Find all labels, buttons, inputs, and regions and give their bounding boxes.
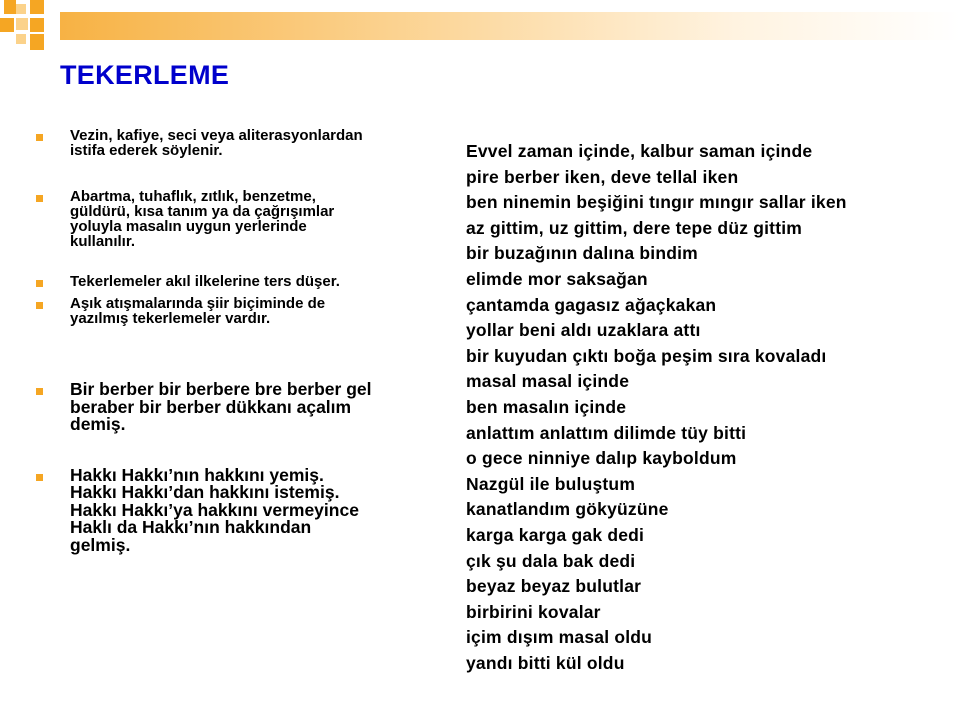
bullet-text: Hakkı Hakkı’nın hakkını yemiş. Hakkı Hakkı’dan hakkını istemiş. Hakkı Hakkı’ya hakkını vermeyince Haklı da Hakkı’nın hakkından gelmiş.: [70, 464, 359, 555]
corner-square-decoration: [4, 0, 16, 14]
bullet-item: [36, 128, 446, 158]
poem-line: beyaz beyaz bulutlar: [466, 576, 642, 597]
poem-line: Nazgül ile buluştum: [466, 473, 636, 494]
bullet-text: Tekerlemeler akıl ilkelerine ters düşer.: [70, 273, 340, 290]
slide-title: TEKERLEME: [60, 60, 230, 90]
corner-square-decoration: [30, 18, 44, 32]
bullet-text: Vezin, kafiye, seci veya aliterasyonlardan istifa ederek söylenir.: [70, 127, 363, 159]
bullet-text: Abartma, tuhaflık, zıtlık, benzetme, güldürü, kısa tanım ya da çağrışımlar yoluyla masalın uygun yerlerinde kullanılır.: [70, 188, 335, 250]
header-gradient-bar: [60, 12, 960, 40]
tekerleme-poem: [466, 139, 946, 676]
poem-line: karga karga gak dedi: [466, 524, 645, 545]
bullet-item: [36, 189, 446, 249]
corner-square-decoration: [16, 18, 28, 30]
poem-line: ben ninemin beşiğini tıngır mıngır sallar iken: [466, 192, 847, 213]
poem-line: yollar beni aldı uzaklara attı: [466, 320, 701, 341]
poem-line: anlattım anlattım dilimde tüy bitti: [466, 422, 747, 443]
bullet-item: [36, 464, 446, 555]
poem-line: birbirini kovalar: [466, 601, 601, 622]
poem-line: yandı bitti kül oldu: [466, 652, 625, 673]
corner-square-decoration: [30, 0, 44, 14]
bullet-text: Aşık atışmalarında şiir biçiminde de yazılmış tekerlemeler vardır.: [70, 295, 326, 327]
bullet-item: [36, 274, 446, 289]
corner-square-decoration: [0, 18, 14, 32]
poem-line: o gece ninniye dalıp kayboldum: [466, 448, 737, 469]
square-bullet-icon: [36, 302, 43, 309]
poem-line: pire berber iken, deve tellal iken: [466, 166, 739, 187]
poem-line: Evvel zaman içinde, kalbur saman içinde: [466, 141, 813, 161]
poem-line: içim dışım masal oldu: [466, 627, 653, 648]
square-bullet-icon: [36, 474, 43, 481]
square-bullet-icon: [36, 195, 43, 202]
poem-line: çantamda gagasız ağaçkakan: [466, 294, 717, 315]
poem-line: bir kuyudan çıktı boğa peşim sıra kovaladı: [466, 345, 827, 366]
corner-square-decoration: [16, 4, 26, 14]
poem-line: çık şu dala bak dedi: [466, 550, 636, 571]
square-bullet-icon: [36, 134, 43, 141]
poem-line: bir buzağının dalına bindim: [466, 243, 698, 264]
bullet-text: Bir berber bir berbere bre berber gel beraber bir berber dükkanı açalım demiş.: [70, 379, 372, 434]
corner-square-decoration: [16, 34, 26, 44]
poem-line: az gittim, uz gittim, dere tepe düz gittim: [466, 217, 803, 238]
poem-line: elimde mor saksağan: [466, 268, 648, 289]
square-bullet-icon: [36, 280, 43, 287]
bullet-item: [36, 296, 446, 326]
poem-line: ben masalın içinde: [466, 396, 627, 417]
poem-line: masal masal içinde: [466, 371, 630, 392]
bullet-list: [36, 128, 446, 554]
corner-square-decoration: [30, 34, 44, 50]
poem-line: kanatlandım gökyüzüne: [466, 499, 669, 520]
square-bullet-icon: [36, 388, 43, 395]
bullet-item: [36, 381, 446, 434]
